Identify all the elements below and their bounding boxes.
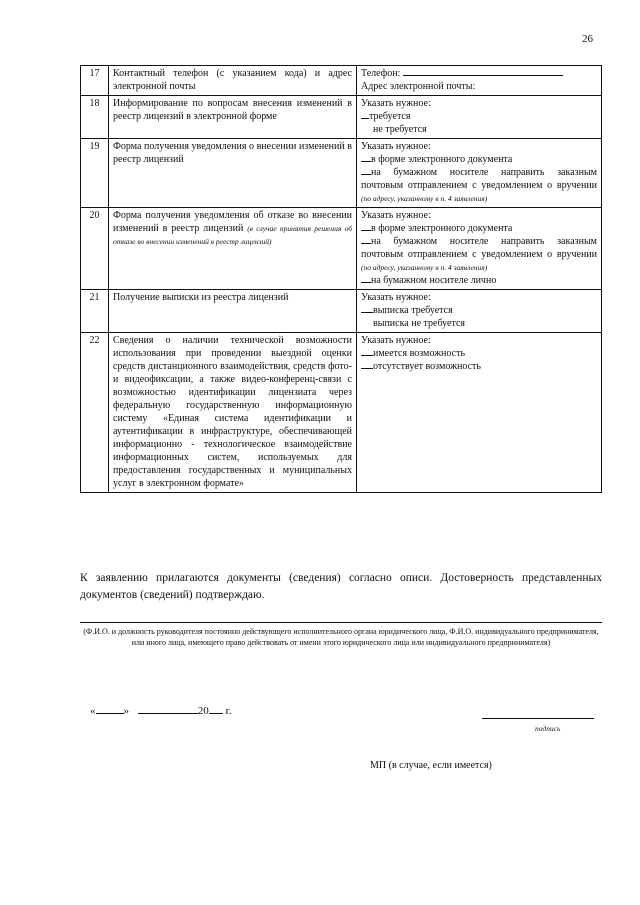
description-note: (в случае принятия решения об отказе во внесении изменений в реестр лицензий) — [113, 224, 352, 246]
row-description: Сведения о наличии технической возможности использования при проведении выездной оценки средств дистанционного взаимодействия, средств фото- и видеофиксации, а также видео-конференц-связи с возможностью идентификации лицензиата через федеральную государственную информационную систему «Единая система идентификации и аутентификации в инфраструктуре, обеспечивающей информационно - технологическое взаимодействие информационных систем, используемых для предоставления государственных и муниципальных услуг в электронном формате» — [109, 333, 357, 493]
option-label: на бумажном носителе направить заказным почтовым отправлением с уведомлением о вручении — [361, 236, 597, 260]
table-row — [81, 208, 602, 290]
checkbox-blank[interactable] — [361, 161, 371, 162]
email-label: Адрес электронной почты: — [361, 81, 476, 92]
option-label: выписка требуется — [373, 305, 453, 316]
checkbox-blank[interactable] — [361, 355, 373, 356]
checkbox-blank[interactable] — [361, 312, 373, 313]
checkbox-blank[interactable] — [361, 368, 373, 369]
row-description: Контактный телефон (с указанием кода) и адрес электронной почты — [109, 66, 357, 96]
option-label: выписка не требуется — [373, 318, 465, 329]
signatory-caption: (Ф.И.О. и должность руководителя постоянно действующего исполнительного органа юридического лица, Ф.И.О. индивидуального предпринимателя, или иного лица, имеющего право действовать от имени этого юридического лица или индивидуального предпринимателя) — [83, 627, 599, 647]
row-number: 21 — [81, 290, 109, 333]
date-open-quote: « — [90, 705, 96, 717]
application-form-table — [80, 65, 602, 493]
answer-header: Указать нужное: — [361, 210, 431, 221]
answer-header: Указать нужное: — [361, 141, 431, 152]
signature-line[interactable] — [482, 718, 594, 719]
row-answer — [357, 333, 602, 493]
table-row — [81, 66, 602, 96]
checkbox-blank[interactable] — [361, 282, 371, 283]
attachment-statement: К заявлению прилагаются документы (сведения) согласно описи. Достоверность представленных документов (сведений) подтверждаю. — [80, 572, 602, 601]
checkbox-blank[interactable] — [361, 230, 371, 231]
year-prefix: 20 — [197, 705, 209, 717]
option-label: на бумажном носителе лично — [371, 275, 497, 286]
option-label: в форме электронного документа — [371, 154, 513, 165]
row-number: 20 — [81, 208, 109, 290]
option-note: (по адресу, указанному в п. 4 заявления) — [361, 263, 488, 272]
row-answer — [357, 208, 602, 290]
option-note: (по адресу, указанному в п. 4 заявления) — [361, 194, 488, 203]
option-label: на бумажном носителе направить заказным почтовым отправлением с уведомлением о вручении — [361, 167, 597, 191]
phone-field[interactable] — [403, 75, 563, 76]
checkbox-blank[interactable] — [361, 174, 371, 175]
option-label: отсутствует возможность — [373, 361, 481, 372]
row-answer — [357, 66, 602, 96]
table-row — [81, 333, 602, 493]
option-label: не требуется — [373, 124, 427, 135]
table-row — [81, 139, 602, 208]
year-suffix: г. — [225, 705, 232, 717]
date-close-quote: » — [123, 705, 129, 717]
table-row — [81, 96, 602, 139]
row-answer — [357, 290, 602, 333]
row-answer — [357, 139, 602, 208]
row-number: 17 — [81, 66, 109, 96]
row-description: Форма получения уведомления о внесении изменений в реестр лицензий — [109, 139, 357, 208]
checkbox-blank[interactable] — [361, 243, 371, 244]
answer-header: Указать нужное: — [361, 98, 431, 109]
option-label: требуется — [369, 111, 411, 122]
date-field[interactable] — [90, 705, 232, 717]
row-description: Информирование по вопросам внесения изменений в реестр лицензий в электронной форме — [109, 96, 357, 139]
row-number: 22 — [81, 333, 109, 493]
option-label: в форме электронного документа — [371, 223, 513, 234]
row-number: 19 — [81, 139, 109, 208]
signatory-line[interactable] — [80, 622, 602, 623]
checkbox-blank[interactable] — [361, 118, 369, 119]
row-answer — [357, 96, 602, 139]
answer-header: Указать нужное: — [361, 335, 431, 346]
answer-header: Указать нужное: — [361, 292, 431, 303]
stamp-caption: МП (в случае, если имеется) — [370, 760, 492, 771]
option-label: имеется возможность — [373, 348, 466, 359]
signature-caption: подпись — [535, 724, 561, 733]
description-text: Форма получения уведомления об отказе во внесении изменений в реестр лицензий — [113, 210, 352, 234]
table-row — [81, 290, 602, 333]
row-description — [109, 208, 357, 290]
page-number: 26 — [582, 33, 593, 45]
row-description: Получение выписки из реестра лицензий — [109, 290, 357, 333]
phone-label: Телефон: — [361, 68, 401, 79]
row-number: 18 — [81, 96, 109, 139]
